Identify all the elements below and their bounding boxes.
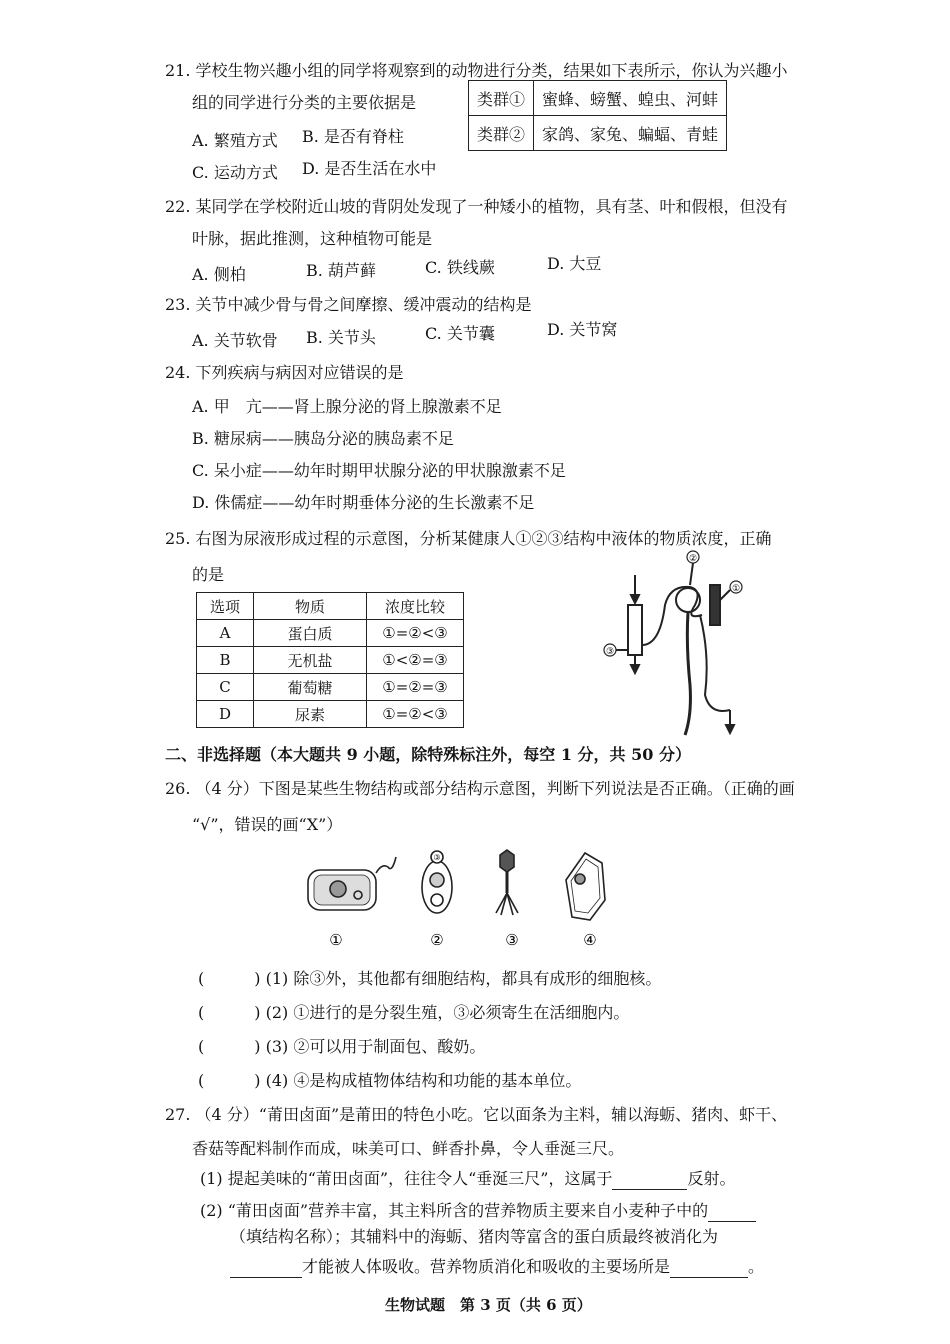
q21-option-d: D. 是否生活在水中 [302,159,437,178]
table-cell-group: 类群① [469,81,534,116]
table-cell: A [197,620,254,647]
yeast-mark: ③ [433,853,441,862]
answer-blank[interactable] [612,1171,687,1190]
q27-stem-line2: 香菇等配料制作而成，味美可口、鲜香扑鼻，令人垂涎三尺。 [192,1139,625,1158]
q21-option-c: C. 运动方式 [192,163,278,182]
q27-part-2-line3 [230,1256,764,1278]
q25-options-table [196,592,464,728]
table-cell-members: 蜜蜂、螃蟹、蝗虫、河蚌 [534,81,727,116]
q22-option-a: A. 侧柏 [192,265,246,284]
q22-option-b: B. 葫芦藓 [306,261,376,280]
q27-part-1 [200,1168,736,1190]
q27-part-2-end: 。 [748,1257,765,1276]
page-footer: 生物试题 第 3 页（共 6 页） [385,1296,592,1314]
arrow-head [631,595,639,603]
q21-option-a: A. 繁殖方式 [192,131,278,150]
table-cell: 无机盐 [254,647,367,674]
q21-stem-line2: 组的同学进行分类的主要依据是 [192,93,417,112]
table-header-row [197,593,464,620]
q22-option-d: D. 大豆 [547,254,602,273]
fig-label-1: ① [329,931,343,949]
q22-option-c: C. 铁线蕨 [425,258,495,277]
paren-close: ) [254,1037,261,1056]
q27-part-1-text: (1) 提起美味的“莆田卤面”，往往令人“垂涎三尺”，这属于 [200,1169,613,1188]
fig-label-4: ④ [583,931,597,949]
afferent-vessel [710,585,720,625]
q26-item-1 [198,968,661,990]
q27-part-2-line2: （填结构名称）；其辅料中的海蛎、猪肉等富含的蛋白质最终被消化为 [230,1227,719,1246]
paren-open: ( [198,1071,205,1090]
q27-part-1-end: 反射。 [687,1169,736,1188]
answer-blank[interactable] [708,1203,756,1222]
table-header: 浓度比较 [367,593,464,620]
table-cell: 蛋白质 [254,620,367,647]
q26-item-4 [198,1070,581,1092]
q22-stem-line1: 22. 某同学在学校附近山坡的背阴处发现了一种矮小的植物，具有茎、叶和假根，但没有 [165,197,788,216]
label-2: ② [688,554,698,564]
label-1: ① [731,584,741,594]
table-cell-members: 家鸽、家兔、蝙蝠、青蛙 [534,116,727,151]
section-2-heading: 二、非选择题（本大题共 9 小题，除特殊标注外，每空 1 分，共 50 分） [165,745,691,764]
q25-stem-line2: 的是 [192,565,225,584]
table-cell: D [197,701,254,728]
q24-option-c: C. 呆小症——幼年时期甲状腺分泌的甲状腺激素不足 [192,461,566,480]
q26-item-2 [198,1002,629,1024]
table-header: 物质 [254,593,367,620]
renal-tubule [642,587,702,645]
q27-part-2-text-a: (2) “莆田卤面”营养丰富，其主料所含的营养物质主要来自小麦种子中的 [200,1201,709,1220]
q23-option-d: D. 关节窝 [547,320,618,339]
table-row [469,81,727,116]
table-cell: B [197,647,254,674]
loop-of-henle [685,612,690,735]
flagellum [376,857,396,873]
fig-label-3: ③ [505,931,519,949]
q26-item-1-text: (1) 除③外，其他都有细胞结构，都具有成形的细胞核。 [265,969,662,988]
q26-item-4-text: (4) ④是构成植物体结构和功能的基本单位。 [265,1071,582,1090]
q21-stem-line1: 21. 学校生物兴趣小组的同学将观察到的动物进行分类，结果如下表所示，你认为兴趣小 [165,61,788,80]
q27-part-2-line1 [200,1200,756,1222]
q26-item-2-text: (2) ①进行的是分裂生殖，③必须寄生在活细胞内。 [265,1003,630,1022]
table-row [197,674,464,701]
q22-stem-line2: 叶脉，据此推测，这种植物可能是 [192,229,433,248]
q21-classification-table [468,80,727,151]
table-cell: 葡萄糖 [254,674,367,701]
q25-stem-line1: 25. 右图为尿液形成过程的示意图，分析某健康人①②③结构中液体的物质浓度，正确 [165,529,772,548]
q26-item-3-text: (3) ②可以用于制面包、酸奶。 [265,1037,486,1056]
fig-label-2: ② [430,931,444,949]
table-cell: ①=②<③ [367,701,464,728]
table-row [197,620,464,647]
nephron-diagram [590,545,765,745]
table-cell: ①=②<③ [367,620,464,647]
q26-stem-line2: “√”，错误的画“X”） [192,815,343,834]
table-cell: ①<②=③ [367,647,464,674]
paren-open: ( [198,1003,205,1022]
answer-blank[interactable] [230,1259,302,1278]
q21-option-b: B. 是否有脊柱 [302,127,404,146]
q24-stem: 24. 下列疾病与病因对应错误的是 [165,363,404,382]
q27-stem-line1: 27. （4 分）“莆田卤面”是莆田的特色小吃。它以面条为主料，辅以海蛎、猪肉、虾干、 [165,1105,788,1124]
table-row [469,116,727,151]
q23-option-c: C. 关节囊 [425,324,495,343]
table-cell-group: 类群② [469,116,534,151]
answer-blank[interactable] [670,1259,748,1278]
table-header: 选项 [197,593,254,620]
paren-close: ) [254,1071,261,1090]
virus-head [500,850,514,872]
paren-open: ( [198,1037,205,1056]
table-cell: 尿素 [254,701,367,728]
table-row [197,647,464,674]
q24-option-a: A. 甲 亢——肾上腺分泌的肾上腺激素不足 [192,397,502,416]
paren-open: ( [198,969,205,988]
label-3: ③ [605,647,615,657]
q23-option-b: B. 关节头 [306,328,376,347]
organisms-figure [300,845,620,950]
q23-stem: 23. 关节中减少骨与骨之间摩擦、缓冲震动的结构是 [165,295,532,314]
paren-close: ) [254,1003,261,1022]
q27-part-2-text-c: 才能被人体吸收。营养物质消化和吸收的主要场所是 [302,1257,671,1276]
q26-stem-line1: 26. （4 分）下图是某些生物结构或部分结构示意图，判断下列说法是否正确。（正确的画 [165,779,795,798]
table-row [197,701,464,728]
paren-close: ) [254,969,261,988]
q26-item-3 [198,1036,485,1058]
collecting-duct [628,605,642,655]
table-cell: C [197,674,254,701]
q24-option-d: D. 侏儒症——幼年时期垂体分泌的生长激素不足 [192,493,535,512]
q24-option-b: B. 糖尿病——胰岛分泌的胰岛素不足 [192,429,454,448]
table-cell: ①=②=③ [367,674,464,701]
q23-option-a: A. 关节软骨 [192,331,278,350]
